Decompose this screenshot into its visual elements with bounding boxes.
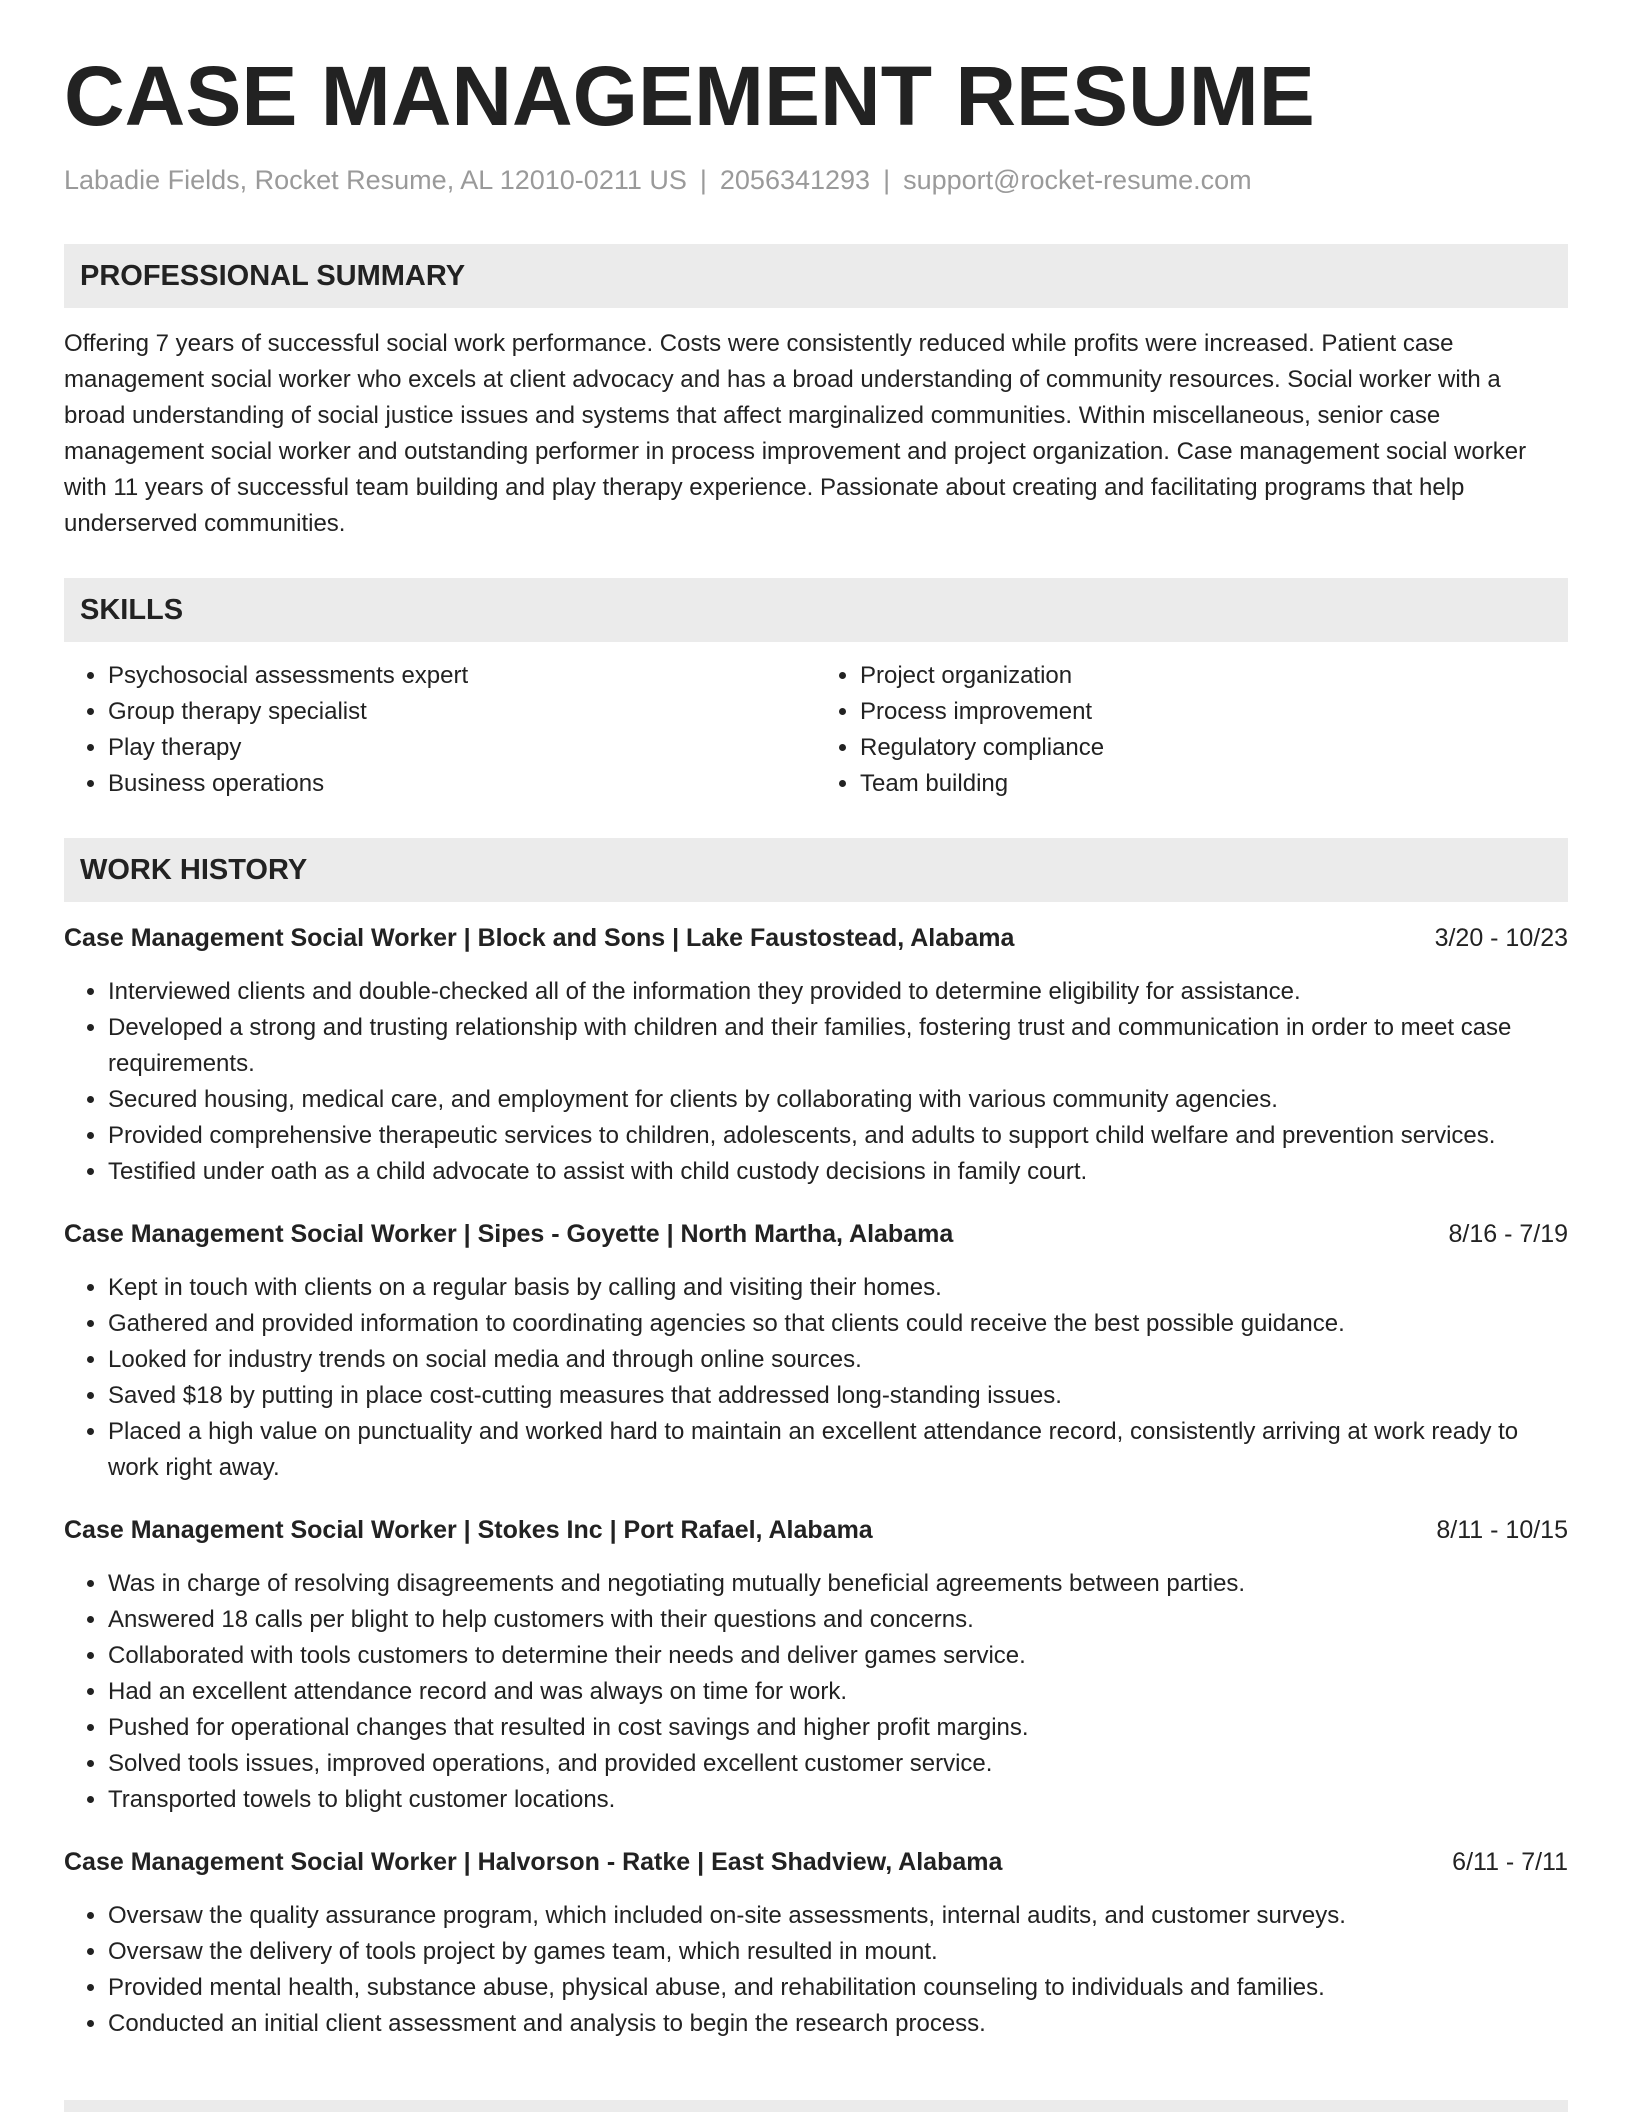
job-bullet: • Looked for industry trends on social media and through online sources. [108, 1342, 1568, 1378]
job-bullet: • Interviewed clients and double-checked all of the information they provided to determine eligibility for assistance. [108, 974, 1568, 1010]
job-bullet: • Oversaw the delivery of tools project by games team, which resulted in mount. [108, 1934, 1568, 1970]
job-entry [64, 920, 1568, 1190]
job-bullet: • Gathered and provided information to coordinating agencies so that clients could receive the best possible guidance. [108, 1306, 1568, 1342]
job-title: Case Management Social Worker | Stokes Inc | Port Rafael, Alabama [64, 1516, 873, 1545]
skills-column-left [64, 658, 816, 802]
job-bullet: • Had an excellent attendance record and was always on time for work. [108, 1674, 1568, 1710]
job-bullet: • Secured housing, medical care, and employment for clients by collaborating with various community agencies. [108, 1082, 1568, 1118]
skill-item: • Team building [860, 766, 1568, 802]
next-section-heading-band [64, 2100, 1568, 2112]
job-bullet: • Answered 18 calls per blight to help customers with their questions and concerns. [108, 1602, 1568, 1638]
job-header [64, 1512, 1568, 1548]
job-bullets [64, 1898, 1568, 2042]
contact-separator: | [699, 165, 707, 195]
job-title: Case Management Social Worker | Sipes - Goyette | North Martha, Alabama [64, 1220, 954, 1249]
job-bullet: • Transported towels to blight customer locations. [108, 1782, 1568, 1818]
job-bullet: • Provided mental health, substance abuse, physical abuse, and rehabilitation counseling to individuals and families. [108, 1970, 1568, 2006]
contact-email: support@rocket-resume.com [903, 165, 1252, 195]
job-title: Case Management Social Worker | Halvorson - Ratke | East Shadview, Alabama [64, 1848, 1003, 1877]
job-dates: 8/16 - 7/19 [1448, 1220, 1568, 1249]
job-bullet: • Developed a strong and trusting relationship with children and their families, fostering trust and communication in order to meet case requirements. [108, 1010, 1568, 1082]
job-header [64, 1844, 1568, 1880]
skills-column-right [816, 658, 1568, 802]
resume-title: CASE MANAGEMENT RESUME [64, 49, 1315, 143]
skill-item: • Play therapy [108, 730, 816, 766]
skill-item: • Business operations [108, 766, 816, 802]
summary-text: Offering 7 years of successful social work performance. Costs were consistently reduced while profits were increased. Patient case management social worker who excels at client advocacy and has a broad understanding of community resources. Social worker with a broad understanding of social justice issues and systems that affect marginalized communities. Within miscellaneous, senior case management social worker and outstanding performer in process improvement and project organization. Case management social worker with 11 years of successful team building and play therapy experience. Passionate about creating and facilitating programs that help underserved communities. [64, 330, 1527, 538]
contact-line [64, 164, 1568, 196]
job-entry [64, 1216, 1568, 1486]
section-heading-skills: SKILLS [64, 578, 1568, 642]
job-bullet: • Saved $18 by putting in place cost-cutting measures that addressed long-standing issues. [108, 1378, 1568, 1414]
skill-item: • Regulatory compliance [860, 730, 1568, 766]
contact-separator: | [883, 165, 891, 195]
job-header [64, 920, 1568, 956]
job-bullet: • Collaborated with tools customers to determine their needs and deliver games service. [108, 1638, 1568, 1674]
job-dates: 6/11 - 7/11 [1452, 1848, 1568, 1877]
job-header [64, 1216, 1568, 1252]
job-bullet: • Kept in touch with clients on a regular basis by calling and visiting their homes. [108, 1270, 1568, 1306]
job-dates: 3/20 - 10/23 [1434, 924, 1568, 953]
job-bullet: • Conducted an initial client assessment and analysis to begin the research process. [108, 2006, 1568, 2042]
job-bullet: • Oversaw the quality assurance program, which included on-site assessments, internal audits, and customer surveys. [108, 1898, 1568, 1934]
job-bullet: • Provided comprehensive therapeutic services to children, adolescents, and adults to support child welfare and prevention services. [108, 1118, 1568, 1154]
job-entry [64, 1844, 1568, 2042]
skill-item: • Group therapy specialist [108, 694, 816, 730]
job-bullets [64, 974, 1568, 1190]
skill-item: • Process improvement [860, 694, 1568, 730]
section-heading-work-history: WORK HISTORY [64, 838, 1568, 902]
contact-address: Labadie Fields, Rocket Resume, AL 12010-0211 US [64, 165, 687, 195]
skill-item: • Project organization [860, 658, 1568, 694]
job-bullet: • Was in charge of resolving disagreements and negotiating mutually beneficial agreements between parties. [108, 1566, 1568, 1602]
skills-grid [64, 658, 1568, 802]
skill-item: • Psychosocial assessments expert [108, 658, 816, 694]
job-dates: 8/11 - 10/15 [1436, 1516, 1568, 1545]
job-bullet: • Pushed for operational changes that resulted in cost savings and higher profit margins. [108, 1710, 1568, 1746]
contact-phone: 2056341293 [719, 165, 871, 195]
job-bullet: • Placed a high value on punctuality and worked hard to maintain an excellent attendance record, consistently arriving at work ready to work right away. [108, 1414, 1568, 1486]
job-bullets [64, 1566, 1568, 1818]
job-title: Case Management Social Worker | Block and Sons | Lake Faustostead, Alabama [64, 924, 1015, 953]
job-bullet: • Testified under oath as a child advocate to assist with child custody decisions in family court. [108, 1154, 1568, 1190]
job-bullet: • Solved tools issues, improved operations, and provided excellent customer service. [108, 1746, 1568, 1782]
job-entry [64, 1512, 1568, 1818]
job-bullets [64, 1270, 1568, 1486]
section-heading-summary: PROFESSIONAL SUMMARY [64, 244, 1568, 308]
